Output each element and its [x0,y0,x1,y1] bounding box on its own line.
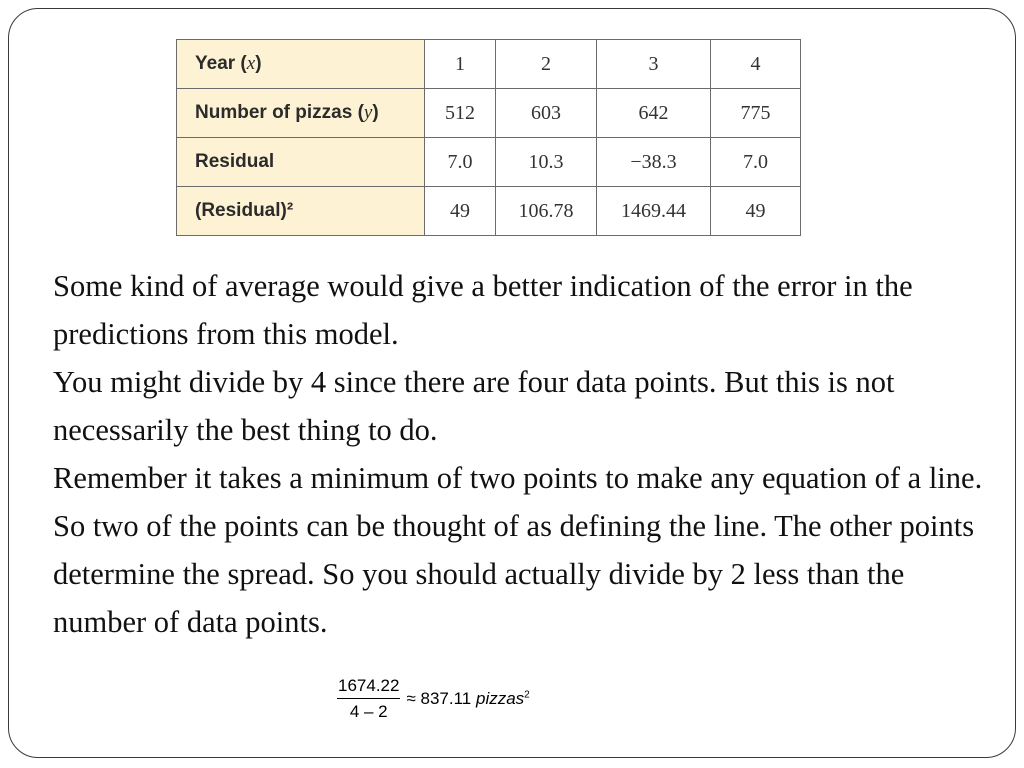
table-cell: 1469.44 [597,187,711,236]
table-cell: 106.78 [496,187,597,236]
row-label-close: ) [255,53,262,74]
formula-result [406,689,529,709]
row-label: Number of pizzas ( [195,102,364,123]
row-label: Residual [195,151,275,172]
slide-body-text [53,262,983,646]
table-row [177,187,801,236]
slide-frame [8,8,1016,758]
table-row [177,89,801,138]
table-cell: −38.3 [597,138,711,187]
row-variable: y [363,102,373,123]
approx-value: ≈ 837.11 [406,689,472,708]
unit-exponent: 2 [524,689,530,701]
formula-unit: pizzas [475,689,525,708]
table-row [177,138,801,187]
table-cell: 3 [597,40,711,89]
pizza-residual-table [176,39,801,236]
table-cell: 2 [496,40,597,89]
fraction-denominator: 4 – 2 [349,702,388,721]
table-row [177,40,801,89]
row-label-close: ) [372,102,379,123]
paragraph: Some kind of average would give a better indication of the error in the predictions from this model. [53,269,913,351]
row-header [177,40,425,89]
table-cell: 49 [711,187,801,236]
row-label: Year ( [195,53,247,74]
row-label: (Residual) [195,200,287,221]
table-cell: 7.0 [711,138,801,187]
row-header [177,89,425,138]
row-header [177,138,425,187]
table-cell: 7.0 [425,138,496,187]
fraction [337,676,400,722]
table-cell: 512 [425,89,496,138]
table-cell: 49 [425,187,496,236]
table-cell: 775 [711,89,801,138]
paragraph: Remember it takes a minimum of two points to make any equation of a line. So two of the points can be thought of as defining the line. The other points determine the spread. So you should actually divide by 2 less than the number of data points. [53,461,983,639]
row-header [177,187,425,236]
row-label-close: ² [286,200,294,221]
table-cell: 10.3 [496,138,597,187]
table-cell: 603 [496,89,597,138]
variance-formula [337,676,530,722]
table-cell: 1 [425,40,496,89]
paragraph: You might divide by 4 since there are four data points. But this is not necessarily the best thing to do. [53,365,895,447]
fraction-numerator: 1674.22 [337,676,400,699]
table-cell: 4 [711,40,801,89]
row-variable: x [246,53,256,74]
table-cell: 642 [597,89,711,138]
